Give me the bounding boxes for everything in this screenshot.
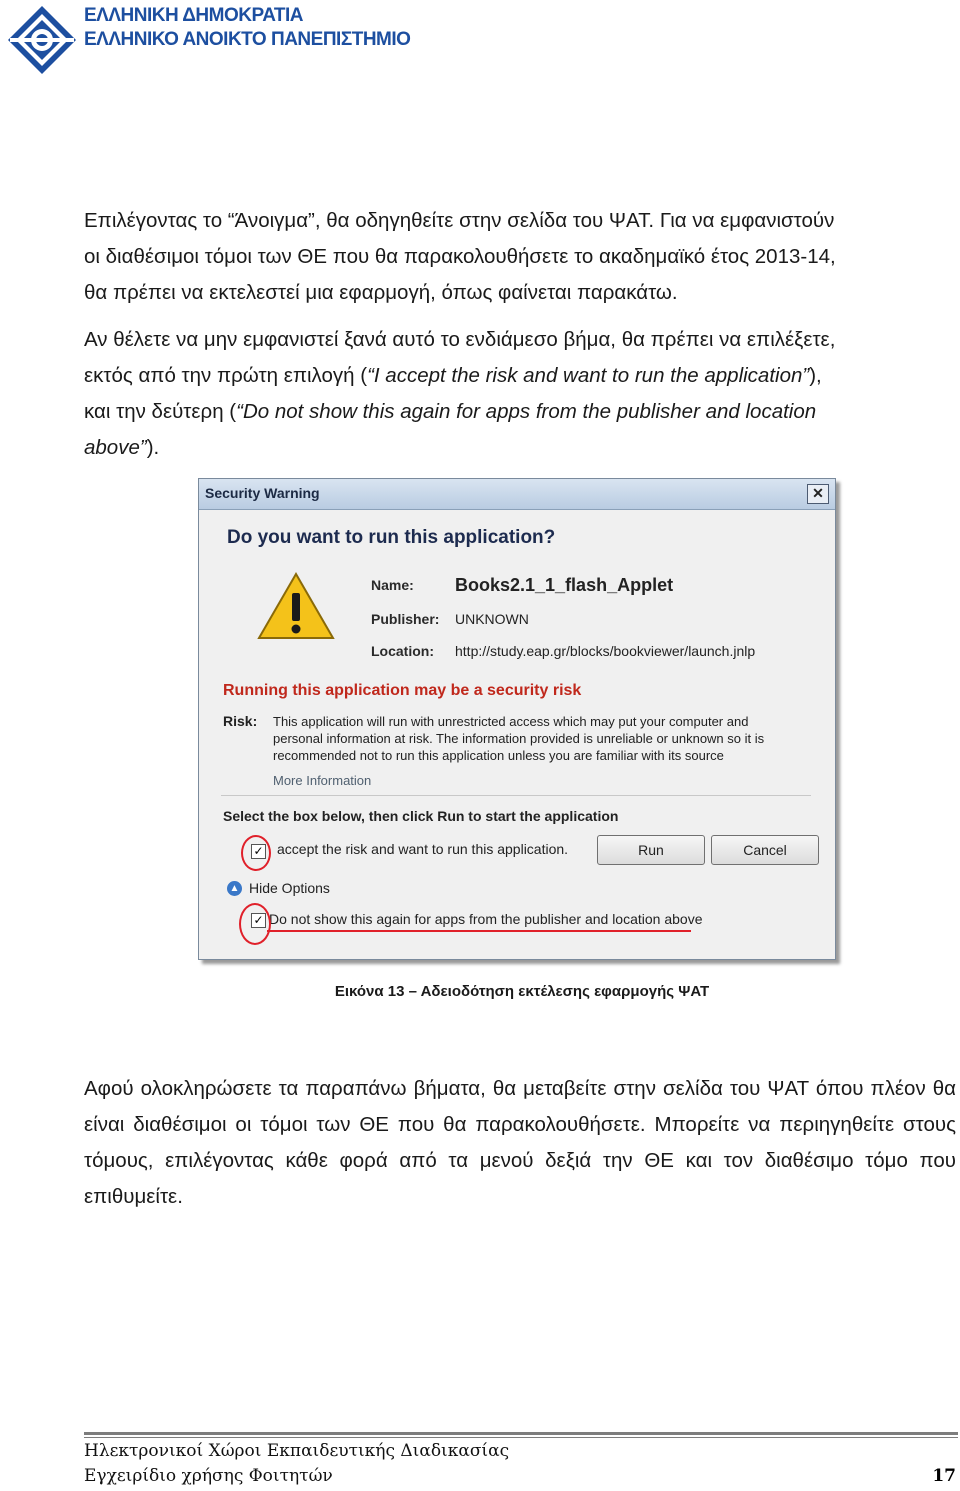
quote-do-not-show-end: above” xyxy=(84,436,147,459)
paragraph-2-text: και την δεύτερη ( xyxy=(84,400,237,423)
do-not-show-label: Do not show this again for apps from the publisher and location above xyxy=(269,911,703,927)
paragraph-3 xyxy=(84,1071,956,1215)
paragraph-2-line-3 xyxy=(84,394,956,430)
publisher-label: Publisher: xyxy=(371,611,440,627)
hide-options-link[interactable]: Hide Options xyxy=(249,880,330,896)
paragraph-2-line-4 xyxy=(84,430,956,466)
header-line-1: ΕΛΛΗΝΙΚΗ ΔΗΜΟΚΡΑΤΙΑ xyxy=(84,5,303,26)
header-line-2: ΕΛΛΗΝΙΚΟ ΑΝΟΙΚΤΟ ΠΑΝΕΠΙΣΤΗΜΙΟ xyxy=(84,29,411,50)
paragraph-2-text: ), xyxy=(809,364,822,387)
location-label: Location: xyxy=(371,643,434,659)
paragraph-3-text: Αφού ολοκληρώσετε τα παραπάνω βήματα, θα μεταβείτε στην σελίδα του ΨΑΤ όπου πλέον θα είναι διαθέσιμοι οι τόμοι των ΘΕ που θα παρακολουθήσετε. Μπορείτε να περιηγηθείτε στους τόμους, επιλέγοντας κάθε φορά από τα μενού δεξιά την ΘΕ και τον διαθέσιμο τόμο που επιθυμείτε. xyxy=(84,1077,956,1208)
risk-text: This application will run with unrestricted access which may put your computer and personal information at risk. The information provided is unreliable or unknown so it is recommended not to run this application unless you are familiar with its source xyxy=(273,714,765,763)
name-label: Name: xyxy=(371,577,414,593)
security-risk-warning: Running this application may be a security risk xyxy=(223,682,582,699)
footer-rule xyxy=(84,1432,958,1435)
security-warning-dialog xyxy=(198,478,836,960)
quote-do-not-show: “Do not show this again for apps from the publisher and location xyxy=(236,400,817,423)
annotation-underline xyxy=(267,930,691,932)
location-value: http://study.eap.gr/blocks/bookviewer/launch.jnlp xyxy=(455,643,756,659)
paragraph-1-line-1: Επιλέγοντας το “Άνοιγμα”, θα οδηγηθείτε στην σελίδα του ΨΑΤ. Για να εμφανιστούν xyxy=(84,209,835,232)
name-value: Books2.1_1_flash_Applet xyxy=(455,575,674,595)
footer-rule-thin xyxy=(84,1437,958,1438)
quote-accept-risk: “I accept the risk and want to run the application” xyxy=(367,364,810,387)
more-information-link[interactable]: More Information xyxy=(273,773,372,788)
paragraph-1-line-3: θα πρέπει να εκτελεστεί μια εφαρμογή, όπως φαίνεται παρακάτω. xyxy=(84,281,678,304)
cancel-button[interactable]: Cancel xyxy=(711,835,819,865)
risk-label: Risk: xyxy=(223,713,258,729)
footer-title: Ηλεκτρονικοί Χώροι Εκπαιδευτικής Διαδικασίας xyxy=(84,1441,510,1461)
do-not-show-checkbox[interactable]: ✓ xyxy=(251,913,266,928)
collapse-arrow-icon[interactable]: ▲ xyxy=(227,881,242,896)
figure-caption: Εικόνα 13 – Αδειοδότηση εκτέλεσης εφαρμογής ΨΑΤ xyxy=(334,983,710,1000)
security-warning-screenshot xyxy=(198,478,840,964)
footer-subtitle: Εγχειρίδιο χρήσης Φοιτητών xyxy=(84,1466,333,1486)
dialog-title: Security Warning xyxy=(205,485,320,501)
close-button[interactable]: ✕ xyxy=(807,484,829,504)
annotation-circle-1 xyxy=(241,835,271,871)
accept-risk-label: accept the risk and want to run this application. xyxy=(277,841,569,857)
paragraph-2-text: εκτός από την πρώτη επιλογή ( xyxy=(84,364,368,387)
warning-triangle-icon xyxy=(257,571,335,641)
accept-risk-checkbox[interactable]: ✓ xyxy=(251,844,266,859)
publisher-value: UNKNOWN xyxy=(455,611,529,627)
paragraph-2-line-1: Αν θέλετε να μην εμφανιστεί ξανά αυτό το ενδιάμεσο βήμα, θα πρέπει να επιλέξετε, xyxy=(84,328,836,351)
paragraph-2-text: ). xyxy=(146,436,160,459)
paragraph-2 xyxy=(84,322,956,466)
university-logo-icon xyxy=(6,4,78,76)
dialog-heading: Do you want to run this application? xyxy=(227,527,556,548)
paragraph-1-line-2: οι διαθέσιμοι τόμοι των ΘΕ που θα παρακολουθήσετε το ακαδημαϊκό έτος 2013-14, xyxy=(84,245,836,268)
divider xyxy=(221,795,811,796)
select-instructions: Select the box below, then click Run to start the application xyxy=(223,808,619,824)
dialog-titlebar xyxy=(199,479,835,510)
paragraph-1 xyxy=(84,203,956,311)
page-number: 17 xyxy=(932,1466,956,1486)
run-button[interactable]: Run xyxy=(597,835,705,865)
paragraph-2-line-2 xyxy=(84,358,956,394)
document-header xyxy=(0,0,960,80)
annotation-circle-2 xyxy=(239,903,271,945)
